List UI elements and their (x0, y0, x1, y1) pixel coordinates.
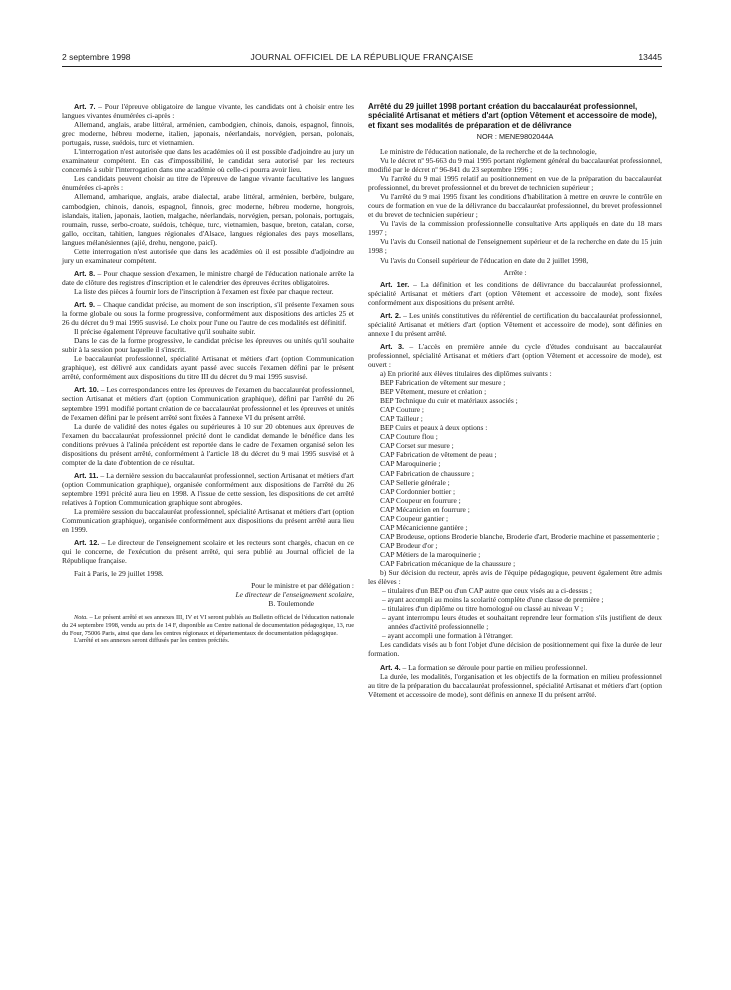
article-9-progressive: Dans le cas de la forme progressive, le candidat précise les épreuves ou unités qu'il souhaite subir à la session pour laquelle il s'inscrit. (62, 336, 354, 355)
visa-positionnement: Vu l'arrêté du 9 mai 1995 relatif au positionnement en vue de la préparation du baccalauréat professionnel, du brevet professionnel et du brevet de technicien supérieur ; (368, 174, 662, 193)
signature-title: Le directeur de l'enseignement scolaire, (235, 590, 354, 600)
diploma-item: CAP Coupeur en fourrure ; (380, 495, 461, 505)
nota-text: Nota. – Le présent arrêté et ses annexes III, IV et VI seront publiés au Bulletin officiel de l'éducation nationale du 24 septembre 1998, vendu au prix de 14 F, disponible au Centre national de documentation pédagogique, 13, rue du Four, 75006 Paris, ainsi que dans les centres régionaux et départementaux de documentation pédagogique. (62, 614, 354, 637)
diploma-item: CAP Couture ; (380, 405, 424, 415)
article-3-positionnement: Les candidats visés au b font l'objet d'une décision de positionnement qui fixe la durée de leur formation. (368, 640, 662, 659)
article-9-label: Art. 9. (74, 299, 96, 309)
diploma-item: CAP Brodeur d'or ; (380, 540, 438, 550)
visa-commission: Vu l'avis de la commission professionnelle consultative Arts appliqués en date du 18 mars 1997 ; (368, 219, 662, 238)
nota-diffusion: L'arrêté et ses annexes seront diffusés par les centres précités. (74, 637, 230, 645)
nota-label: Nota. (74, 614, 88, 622)
article-10-validity: La durée de validité des notes égales ou supérieures à 10 sur 20 obtenues aux épreuves de l'examen du baccalauréat professionnel précité dont le candidat demande le bénéfice dans les conditions prévues à l'alinéa précédent est reportée dans le cadre de l'examen organisé selon les dispositions du présent arrêté, conformément à l'article 18 du décret du 9 mai 1995 susvisé et à compter de la date d'obtention de ce résultat. (62, 421, 354, 467)
article-11-label: Art. 11. (74, 470, 99, 480)
article-9: Art. 9. – Chaque candidat précise, au moment de son inscription, s'il présente l'examen sous la forme globale ou sous la forme progressive, conformément aux dispositions des articles 25 et 26 du décret du 9 mai 1995 susvisé. Le choix pour l'une ou l'autre de ces modalités est définitif. (62, 299, 354, 328)
diploma-item: CAP Mécanicienne gantière ; (380, 522, 468, 532)
article-11: Art. 11. – La dernière session du baccalauréat professionnel, section Artisanat et métiers d'art (option Communication graphique), organisée conformément aux dispositions de l'arrêté du 26 septembre 1991 précité aura lieu en 1998. A l'issue de cette session, les dispositions de cet arrêté relatives à l'option Communication graphique sont abrogées. (62, 470, 354, 507)
diploma-item: CAP Fabrication mécanique de la chaussure ; (380, 559, 516, 568)
article-2-label: Art. 2. (380, 310, 401, 320)
article-2: Art. 2. – Les unités constitutives du référentiel de certification du baccalauréat professionnel, spécialité Artisanat et métiers d'art (option Vêtement et accessoire de mode), sont définies en annexe I du présent arrêté. (368, 310, 662, 338)
diploma-item: CAP Sellerie générale ; (380, 477, 450, 487)
diploma-item: BEP Cuirs et peaux à deux options : (380, 423, 488, 433)
article-7-optional-languages: Allemand, amharique, anglais, arabe dialectal, arabe littéral, arménien, berbère, bulgare, cambodgien, chinois, danois, espagnol, finnois, grec moderne, hébreu moderne, hongrois, islandais, italien, japonais, laotien, malgache, néerlandais, norvégien, persan, polonais, portugais, roumain, russe, serbo-croate, suédois, tchèque, turc, vietnamien, basque, breton, catalan, corse, gallo, occitan, tahitien, langues régionales d'Alsace, langues régionales des pays mosellans, langues mélanésiennes (ajié, drehu, nengone, paicî). (62, 192, 354, 247)
admission-item: – ayant accompli une formation à l'étranger. (382, 631, 513, 641)
signature-delegation: Pour le ministre et par délégation : (251, 581, 354, 591)
article-10: Art. 10. – Les correspondances entre les épreuves de l'examen du baccalauréat professionnel, section Artisanat et métiers d'art (option Communication graphique), défini par l'arrêté du 26 septembre 1991 modifié portant création de ce baccalauréat professionnel et les épreuves et unités de l'examen défini par le présent arrêté sont fixées à l'annexe VI du présent arrêté. (62, 385, 354, 422)
decree-title: Arrêté du 29 juillet 1998 portant création du baccalauréat professionnel, spécialité Artisanat et métiers d'art (option Vêtement et accessoire de mode), et fixant ses modalités de préparation et de délivrance (368, 102, 657, 130)
signature-date: Fait à Paris, le 29 juillet 1998. (74, 569, 164, 579)
article-1-label: Art. 1er. (380, 279, 410, 289)
diploma-item: CAP Brodeuse, options Broderie blanche, Broderie d'art, Broderie machine et passementerie ; (380, 531, 660, 541)
admission-item: – titulaires d'un diplôme ou titre homologué ou classé au niveau V ; (382, 604, 584, 614)
article-8-pieces: La liste des pièces à fournir lors de l'inscription à l'examen est fixée par chaque recteur. (74, 286, 334, 296)
article-4: Art. 4. – La formation se déroule pour partie en milieu professionnel. (380, 662, 588, 672)
visa-decree: Vu le décret nº 95-663 du 9 mai 1995 portant règlement général du baccalauréat professionnel, modifié par le décret nº 96-841 du 23 septembre 1996 ; (368, 155, 662, 175)
diploma-item: BEP Technique du cuir et matériaux associés ; (380, 396, 518, 406)
article-7-label: Art. 7. (74, 102, 96, 111)
diploma-item: CAP Fabrication de vêtement de peau ; (380, 450, 497, 460)
article-3-b-intro: b) Sur décision du recteur, après avis de l'équipe pédagogique, peuvent également être admis les élèves : (368, 568, 662, 587)
article-8: Art. 8. – Pour chaque session d'examen, le ministre chargé de l'éducation nationale arrête la date de clôture des registres d'inscription et le calendrier des épreuves écrites obligatoires. (62, 268, 354, 287)
page-number: 13445 (638, 52, 662, 62)
admission-item: – titulaires d'un BEP ou d'un CAP autre que ceux visés au a ci-dessus ; (382, 586, 592, 596)
right-column (368, 102, 662, 699)
admission-item: – ayant accompli au moins la scolarité complète d'une classe de première ; (382, 595, 604, 605)
signature-name: B. Toulemonde (268, 599, 314, 609)
left-column (62, 102, 354, 645)
article-1: Art. 1er. – La définition et les conditions de délivrance du baccalauréat professionnel, spécialité Artisanat et métiers d'art (option Vêtement et accessoire de mode), sont fixées conformément aux dispositions du présent arrêté. (368, 279, 662, 307)
article-10-label: Art. 10. (74, 385, 99, 395)
diploma-item: CAP Cordonnier bottier ; (380, 486, 456, 496)
article-4-details: La durée, les modalités, l'organisation et les objectifs de la formation en milieu professionnel au titre de la préparation du baccalauréat professionnel, spécialité Artisanat et métiers d'art (option Vêtement et accessoire de mode), sont définis en annexe II du présent arrêté. (368, 671, 662, 699)
diploma-item: CAP Tailleur ; (380, 414, 423, 424)
diploma-item: CAP Métiers de la maroquinerie ; (380, 549, 481, 559)
admission-item: – ayant interrompu leurs études et souhaitant reprendre leur formation s'ils justifient de deux années d'activité professionnelle ; (382, 613, 662, 632)
article-3-label: Art. 3. (380, 341, 405, 351)
visa-minister: Le ministre de l'éducation nationale, de la recherche et de la technologie, (380, 146, 597, 156)
diploma-item: CAP Coupeur gantier ; (380, 513, 449, 523)
article-3-a-intro: a) En priorité aux élèves titulaires des diplômes suivants : (380, 369, 552, 379)
arrete-heading: Arrête : (503, 267, 527, 277)
article-12-label: Art. 12. (74, 538, 100, 548)
journal-title: JOURNAL OFFICIEL DE LA RÉPUBLIQUE FRANÇAISE (250, 52, 474, 62)
diploma-item: CAP Fabrication de chaussure ; (380, 468, 474, 478)
article-7-interrogation: L'interrogation n'est autorisée que dans les académies où il est possible d'adjoindre au jury un examinateur compétent. En cas d'impossibilité, le candidat sera autorisé par les recteurs concernés à subir l'interrogation dans une académie où celle-ci pourra avoir lieu. (62, 147, 354, 175)
visa-habilitation: Vu l'arrêté du 9 mai 1995 fixant les conditions d'habilitation à mettre en œuvre le contrôle en cours de formation en vue de la délivrance du baccalauréat professionnel, du brevet professionnel et du brevet de technicien supérieur ; (368, 192, 662, 220)
header-date: 2 septembre 1998 (62, 52, 131, 62)
article-7-optional-intro: Les candidats peuvent choisir au titre de l'épreuve de langue vivante facultative les langues énumérées ci-après : (62, 174, 354, 193)
visa-conseil-national: Vu l'avis du Conseil national de l'enseignement supérieur et de la recherche en date du 15 juin 1998 ; (368, 237, 662, 256)
nota-block (62, 614, 354, 644)
article-9-facultative: Il précise également l'épreuve facultative qu'il souhaite subir. (74, 327, 256, 337)
article-7-note: Cette interrogation n'est autorisée que dans les académies où il est possible d'adjoindre au jury un examinateur compétent. (62, 246, 354, 265)
diploma-item: CAP Maroquinerie ; (380, 459, 441, 469)
page-header (62, 52, 662, 67)
diploma-list (368, 378, 662, 568)
diploma-item: CAP Couture flou ; (380, 432, 438, 442)
article-9-delivery: Le baccalauréat professionnel, spécialité Artisanat et métiers d'art (option Communication graphique), est délivré aux candidats ayant passé avec succès l'examen défini par le présent arrêté, conformément aux dispositions du titre III du décret du 9 mai 1995 susvisé. (62, 354, 354, 382)
visa-conseil-superieur: Vu l'avis du Conseil supérieur de l'éducation en date du 2 juillet 1998, (380, 255, 589, 265)
article-4-label: Art. 4. (380, 662, 401, 672)
diploma-item: BEP Vêtement, mesure et création ; (380, 387, 487, 397)
article-3: Art. 3. – L'accès en première année du cycle d'études conduisant au baccalauréat professionnel, spécialité Artisanat et métiers d'art (option Vêtement et accessoire de mode), est ouvert : (368, 341, 662, 369)
diploma-item: CAP Mécanicien en fourrure ; (380, 504, 470, 514)
article-11-first-session: La première session du baccalauréat professionnel, spécialité Artisanat et métiers d'art (option Communication graphique), organisée conformément aux dispositions du présent arrêté aura lieu en 1999. (62, 507, 354, 535)
article-8-label: Art. 8. (74, 268, 96, 278)
article-7-intro: Art. 7. – Pour l'épreuve obligatoire de langue vivante, les candidats ont à choisir entre les langues vivantes énumérées ci-après : (62, 102, 354, 121)
admission-list (368, 586, 662, 640)
article-7-languages: Allemand, anglais, arabe littéral, arménien, cambodgien, chinois, danois, espagnol, finnois, grec moderne, hébreu moderne, italien, japonais, néerlandais, norvégien, persan, polonais, portugais, russe, suédois, turc et vietnamien. (62, 120, 354, 148)
diploma-item: BEP Fabrication de vêtement sur mesure ; (380, 378, 506, 388)
article-12: Art. 12. – Le directeur de l'enseignement scolaire et les recteurs sont chargés, chacun en ce qui le concerne, de l'exécution du présent arrêté, qui sera publié au Journal officiel de la République française. (62, 538, 354, 566)
diploma-item: CAP Corset sur mesure ; (380, 441, 454, 451)
nor-reference: NOR : MENE9802044A (476, 131, 554, 141)
